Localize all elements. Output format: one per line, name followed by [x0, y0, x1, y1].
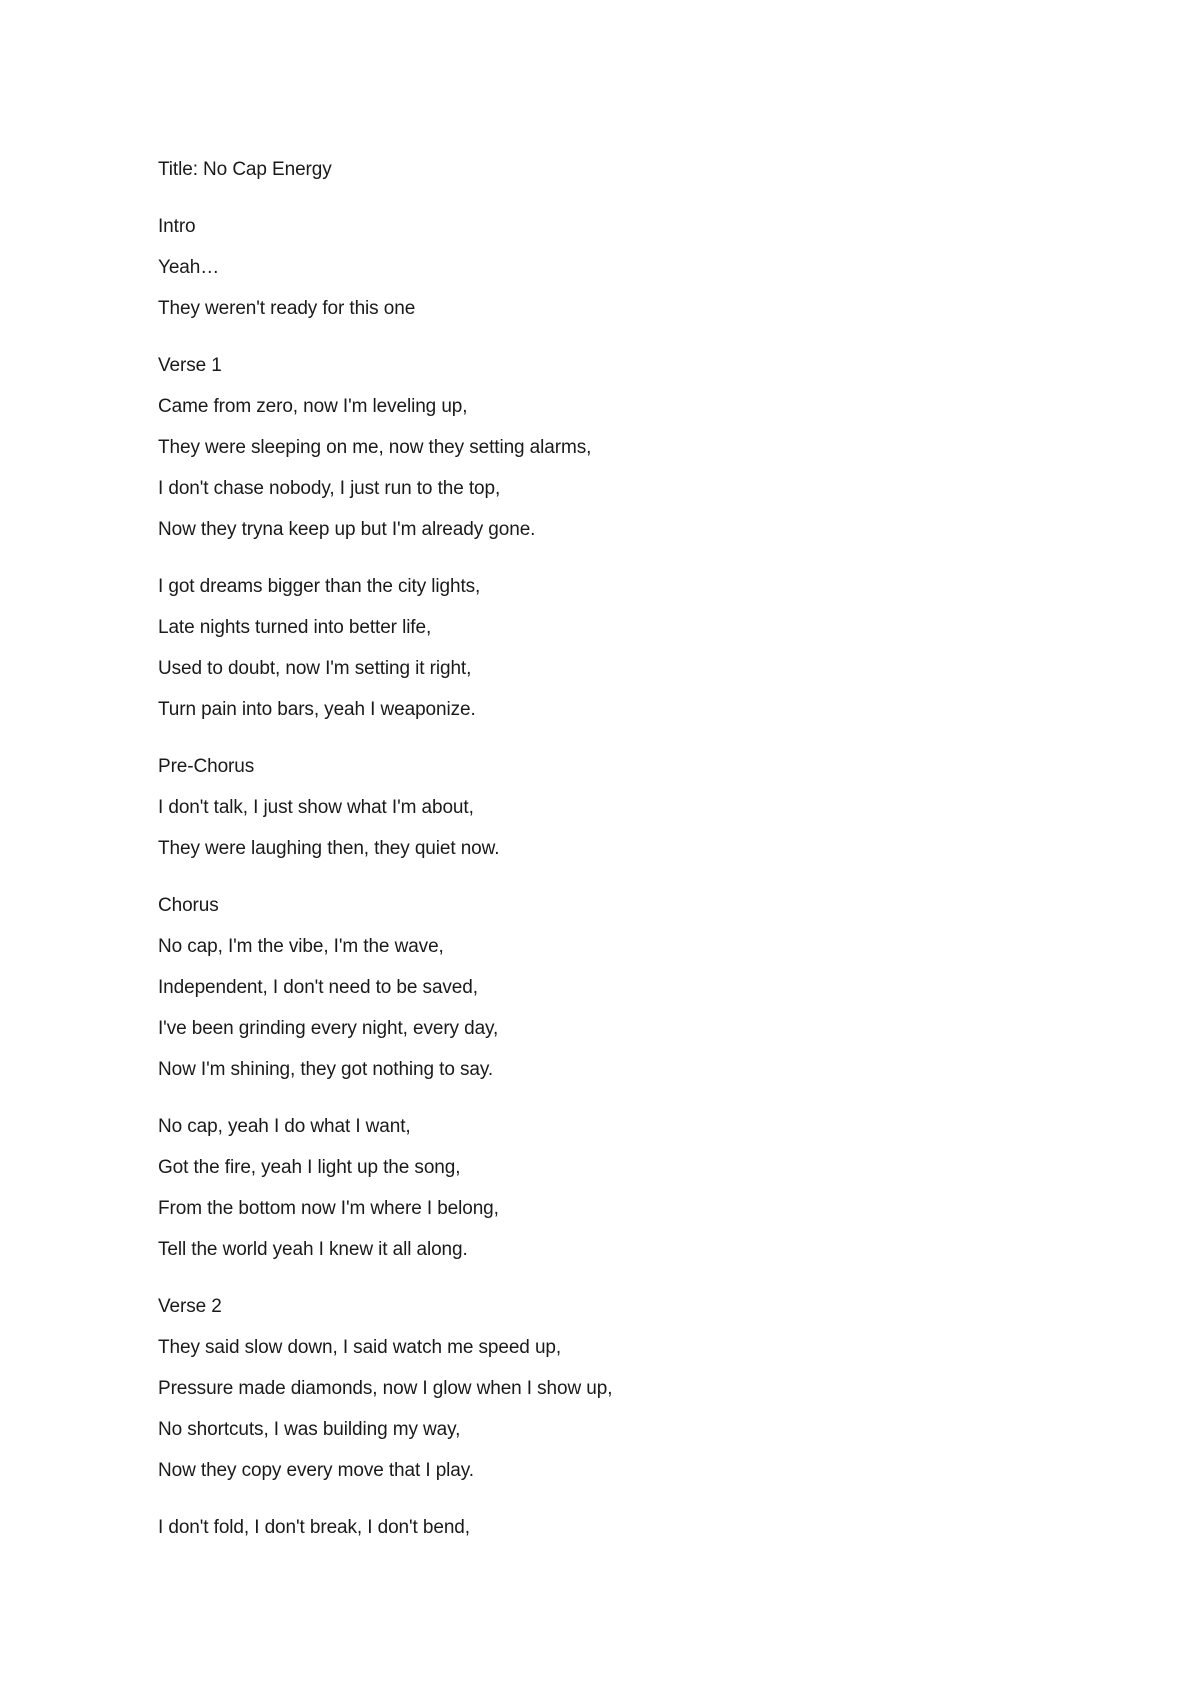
lyric-line: I don't talk, I just show what I'm about, — [158, 797, 474, 818]
section-heading: Chorus — [158, 895, 219, 916]
lyric-line: Now they tryna keep up but I'm already gone. — [158, 519, 536, 540]
section-intro — [158, 216, 1058, 339]
lyric-line: I've been grinding every night, every day, — [158, 1018, 499, 1039]
lyric-line: They weren't ready for this one — [158, 298, 416, 319]
section-heading: Intro — [158, 216, 196, 237]
lyric-line: From the bottom now I'm where I belong, — [158, 1198, 499, 1219]
lyric-line: They said slow down, I said watch me speed up, — [158, 1337, 562, 1358]
lyric-line: No shortcuts, I was building my way, — [158, 1419, 461, 1440]
section-chorus-stanza-2 — [158, 1116, 1058, 1280]
lyric-line: No cap, I'm the vibe, I'm the wave, — [158, 936, 444, 957]
lyric-line: I don't fold, I don't break, I don't bend, — [158, 1517, 470, 1538]
lyric-line: Used to doubt, now I'm setting it right, — [158, 658, 472, 679]
lyric-line: They were laughing then, they quiet now. — [158, 838, 500, 859]
section-heading: Verse 2 — [158, 1296, 222, 1317]
section-pre-chorus — [158, 756, 1058, 879]
lyric-line: No cap, yeah I do what I want, — [158, 1116, 411, 1137]
lyrics-content — [158, 159, 1058, 1558]
section-verse-1-stanza-2 — [158, 576, 1058, 740]
section-verse-2-stanza-2 — [158, 1517, 1058, 1558]
lyric-line: Now I'm shining, they got nothing to say. — [158, 1059, 494, 1080]
lyric-line: Turn pain into bars, yeah I weaponize. — [158, 699, 476, 720]
section-verse-2 — [158, 1296, 1058, 1501]
song-title: Title: No Cap Energy — [158, 159, 332, 180]
lyric-line: Now they copy every move that I play. — [158, 1460, 474, 1481]
lyric-line: Tell the world yeah I knew it all along. — [158, 1239, 468, 1260]
section-heading: Pre-Chorus — [158, 756, 255, 777]
lyric-line: Independent, I don't need to be saved, — [158, 977, 478, 998]
lyric-line: Late nights turned into better life, — [158, 617, 432, 638]
lyric-line: I got dreams bigger than the city lights, — [158, 576, 481, 597]
lyric-line: They were sleeping on me, now they setting alarms, — [158, 437, 592, 458]
lyric-line: Yeah… — [158, 257, 220, 278]
lyric-line: I don't chase nobody, I just run to the top, — [158, 478, 501, 499]
lyric-line: Got the fire, yeah I light up the song, — [158, 1157, 461, 1178]
section-chorus — [158, 895, 1058, 1100]
lyric-line: Came from zero, now I'm leveling up, — [158, 396, 468, 417]
section-verse-1 — [158, 355, 1058, 560]
lyric-line: Pressure made diamonds, now I glow when I show up, — [158, 1378, 613, 1399]
section-heading: Verse 1 — [158, 355, 222, 376]
